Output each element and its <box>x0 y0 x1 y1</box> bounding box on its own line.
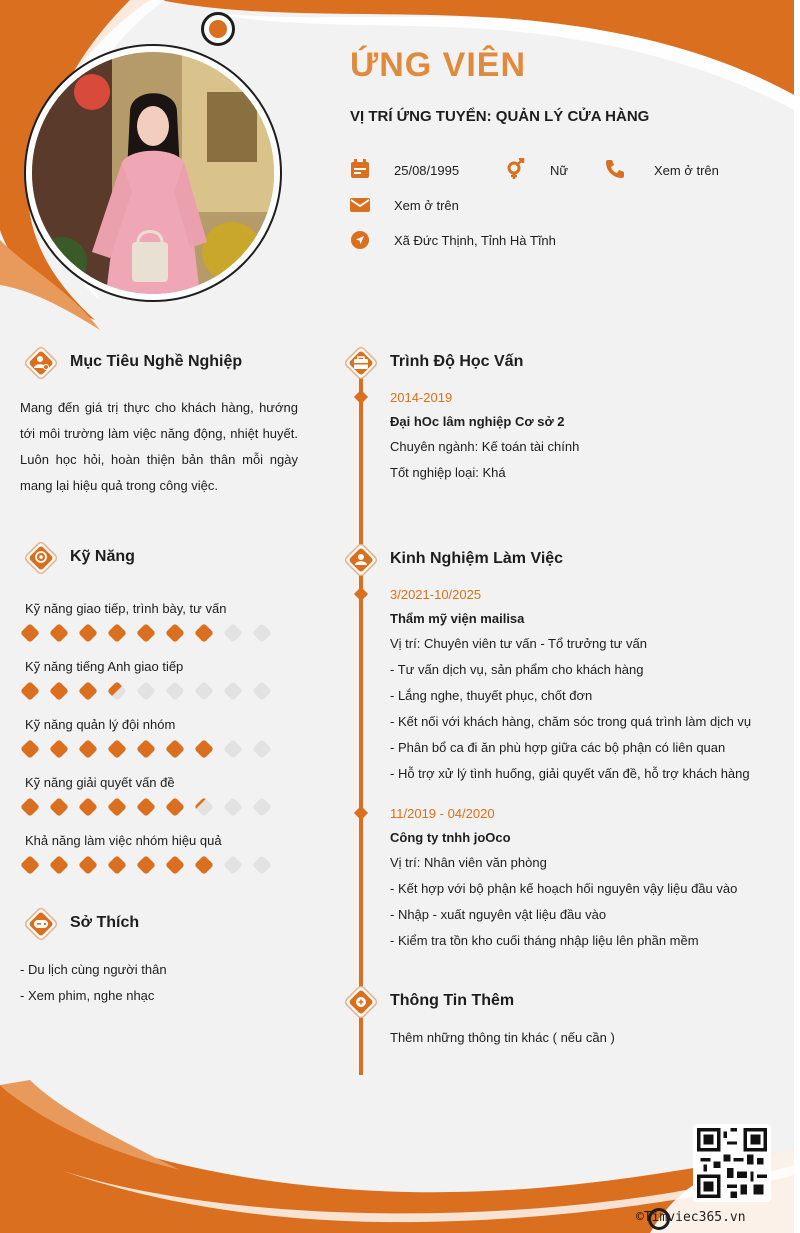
job-line: - Lắng nghe, thuyết phục, chốt đơn <box>390 688 593 703</box>
skill-dot <box>136 681 156 701</box>
skill-dot <box>223 855 243 875</box>
hobby-item: - Du lịch cùng người thân <box>20 962 167 977</box>
skill-dot <box>194 797 214 817</box>
skill-dot <box>78 797 98 817</box>
skill-dot <box>78 681 98 701</box>
skill-label: Kỹ năng quản lý đội nhóm <box>25 717 176 732</box>
skill-dot <box>223 681 243 701</box>
extra-info-title: Thông Tin Thêm <box>390 992 515 1009</box>
education-major: Chuyên ngành: Kế toán tài chính <box>390 439 580 454</box>
gender-icon <box>504 158 526 180</box>
job-line: Vị trí: Chuyên viên tư vấn - Tổ trưởng tư vấn <box>390 636 647 651</box>
decor-dot <box>201 12 235 46</box>
qr-code-icon <box>697 1128 767 1198</box>
skill-rating <box>20 621 280 645</box>
skills-title: Kỹ Năng <box>70 548 135 565</box>
skill-dot <box>223 739 243 759</box>
objective-icon <box>21 343 61 383</box>
job-line: - Kết nối với khách hàng, chăm sóc trong quá trình làm dịch vụ <box>390 714 752 729</box>
skill-dot <box>252 739 272 759</box>
skills-icon <box>21 538 61 578</box>
skill-dot <box>107 739 127 759</box>
objective-text: Mang đến giá trị thực cho khách hàng, hướng tới môi trường làm việc năng động, nhiệt huyết. Luôn học hỏi, hoàn thiện bản thân mỗi ngày mang lại hiệu quả trong công việc. <box>20 400 298 493</box>
skill-dot <box>107 681 127 701</box>
qr-code <box>693 1124 771 1202</box>
skill-rating <box>20 795 280 819</box>
job-line: - Phân bổ ca đi ăn phù hợp giữa các bộ phận có liên quan <box>390 740 726 755</box>
job-line: - Kết hợp với bộ phận kế hoạch hối nguyên vậy liệu đầu vào <box>390 881 738 896</box>
skill-dot <box>20 681 40 701</box>
skill-label: Kỹ năng tiếng Anh giao tiếp <box>25 659 184 674</box>
location-icon <box>349 229 371 251</box>
objective-title: Mục Tiêu Nghề Nghiệp <box>70 353 243 370</box>
skill-dot <box>252 623 272 643</box>
skill-dot <box>107 623 127 643</box>
job-company: Thẩm mỹ viện mailisa <box>390 611 525 626</box>
skill-dot <box>136 623 156 643</box>
skill-dot <box>223 623 243 643</box>
skill-dot <box>78 623 98 643</box>
phone-value: Xem ở trên <box>654 163 719 178</box>
skill-label: Kỹ năng giải quyết vấn đề <box>25 775 175 790</box>
skill-dot <box>49 739 69 759</box>
job-line: - Hỗ trợ xử lý tình huống, giải quyết vấn đề, hỗ trợ khách hàng <box>390 766 750 781</box>
gender-value: Nữ <box>550 163 569 178</box>
skill-dot <box>49 797 69 817</box>
skill-dot <box>20 623 40 643</box>
skill-dot <box>107 797 127 817</box>
address-value: Xã Đức Thịnh, Tỉnh Hà Tĩnh <box>394 233 556 248</box>
job-company: Công ty tnhh joOco <box>390 830 511 845</box>
skill-label: Kỹ năng giao tiếp, trình bày, tư vấn <box>25 601 227 616</box>
skill-rating <box>20 679 280 703</box>
skill-dot <box>20 739 40 759</box>
job-period: 11/2019 - 04/2020 <box>390 806 495 821</box>
email-icon <box>349 194 371 216</box>
brand-footer[interactable]: ©Timviec365.vn <box>636 1210 746 1225</box>
experience-title: Kinh Nghiệm Làm Việc <box>390 550 564 567</box>
education-grade: Tốt nghiệp loại: Khá <box>390 465 506 480</box>
skill-dot <box>49 855 69 875</box>
job-line: - Tư vấn dịch vụ, sản phẩm cho khách hàng <box>390 662 644 677</box>
skill-dot <box>252 681 272 701</box>
email-value: Xem ở trên <box>394 198 459 213</box>
skill-dot <box>20 855 40 875</box>
avatar <box>32 52 274 294</box>
skill-dot <box>194 739 214 759</box>
skill-dot <box>194 855 214 875</box>
skill-dot <box>78 739 98 759</box>
skill-dot <box>165 739 185 759</box>
skill-rating <box>20 737 280 761</box>
skill-dot <box>194 623 214 643</box>
skill-dot <box>136 855 156 875</box>
hobbies-title: Sở Thích <box>70 914 140 931</box>
job-line: - Kiểm tra tồn kho cuối tháng nhập liệu lên phần mềm <box>390 933 699 948</box>
birthday-value: 25/08/1995 <box>394 163 460 178</box>
extra-info-text: Thêm những thông tin khác ( nếu cần ) <box>390 1030 615 1045</box>
skill-dot <box>165 855 185 875</box>
candidate-name: ỨNG VIÊN <box>350 46 527 84</box>
skill-label: Khả năng làm việc nhóm hiệu quả <box>25 833 222 848</box>
job-line: - Nhập - xuất nguyên vật liệu đầu vào <box>390 907 607 922</box>
position-title: VỊ TRÍ ỨNG TUYỂN: QUẢN LÝ CỬA HÀNG <box>350 108 650 125</box>
education-icon <box>341 343 381 383</box>
hobby-item: - Xem phim, nghe nhạc <box>20 988 155 1003</box>
skill-dot <box>78 855 98 875</box>
experience-icon <box>341 540 381 580</box>
timeline-line <box>359 375 363 1075</box>
portrait-image <box>32 52 274 294</box>
skill-dot <box>223 797 243 817</box>
education-period: 2014-2019 <box>390 390 453 405</box>
education-title: Trình Độ Học Vấn <box>390 353 524 370</box>
hobbies-icon <box>21 904 61 944</box>
job-period: 3/2021-10/2025 <box>390 587 482 602</box>
skill-dot <box>252 797 272 817</box>
phone-icon <box>604 158 626 180</box>
skill-dot <box>194 681 214 701</box>
extra-info-icon <box>341 982 381 1022</box>
skill-dot <box>252 855 272 875</box>
calendar-icon <box>349 158 371 180</box>
skill-dot <box>107 855 127 875</box>
job-line: Vị trí: Nhân viên văn phòng <box>390 855 547 870</box>
skill-dot <box>49 681 69 701</box>
skill-dot <box>136 739 156 759</box>
skill-dot <box>49 623 69 643</box>
skill-dot <box>20 797 40 817</box>
skill-dot <box>165 681 185 701</box>
skill-dot <box>136 797 156 817</box>
skill-rating <box>20 853 280 877</box>
skill-dot <box>165 797 185 817</box>
skill-dot <box>165 623 185 643</box>
education-school: Đại hOc lâm nghiệp Cơ sở 2 <box>390 414 565 429</box>
avatar-frame <box>24 44 282 302</box>
